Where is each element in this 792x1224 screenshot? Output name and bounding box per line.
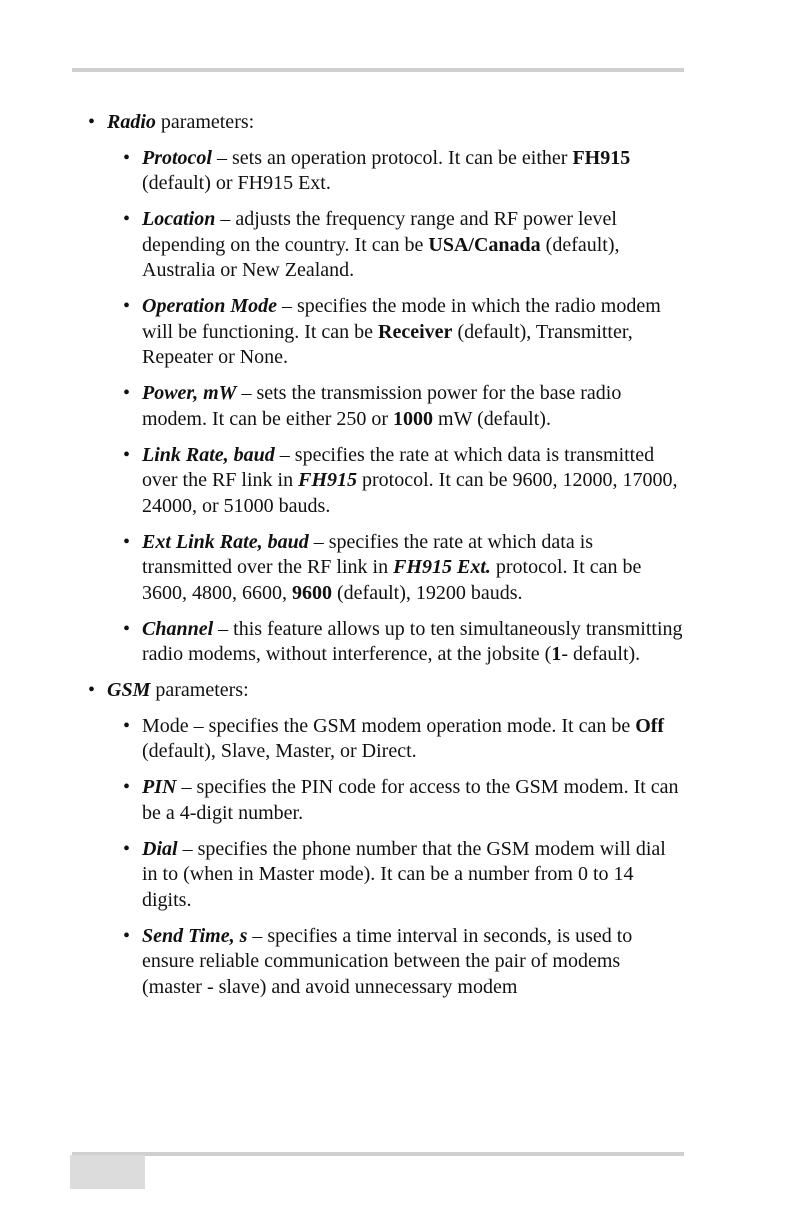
page-number-tab	[70, 1155, 145, 1189]
mode-item: • Mode – specifies the GSM modem operation mode. It can be Off (default), Slave, Master, or Direct.	[123, 714, 665, 762]
term: Location	[142, 208, 216, 230]
protocol-item: • Protocol – sets an operation protocol. It can be either FH915 (default) or FH915 Ext.	[123, 146, 631, 194]
bullet: •	[123, 382, 131, 404]
term: Send Time, s	[142, 924, 248, 947]
term: Channel	[142, 617, 214, 640]
term: GSM	[107, 679, 151, 701]
header-rule	[72, 68, 684, 72]
bullet: •	[123, 924, 131, 947]
bullet: •	[123, 714, 131, 737]
bullet: •	[123, 208, 131, 230]
term: Protocol	[142, 146, 212, 169]
term: PIN	[142, 776, 177, 798]
bullet: •	[123, 443, 131, 466]
link-rate-item: • Link Rate, baud – specifies the rate at which data is transmitted over the RF link in FH915 protocol. It can be 9600, 12000, 17000, 24000, or 51000 bauds.	[123, 443, 678, 517]
radio-parameters-heading: • Radio parameters:	[107, 110, 685, 136]
location-item: • Location – adjusts the frequency range and RF power level depending on the country. It can be USA/Canada (default), Australia or New Zealand.	[123, 208, 620, 281]
bullet: •	[123, 617, 131, 640]
bullet: •	[123, 837, 131, 860]
ext-link-rate-item: • Ext Link Rate, baud – specifies the rate at which data is transmitted over the RF link in FH915 Ext. protocol. It can be 3600, 4800, 6600, 9600 (default), 19200 bauds.	[123, 530, 642, 604]
pin-item: • PIN – specifies the PIN code for access to the GSM modem. It can be a 4-digit number.	[123, 776, 679, 824]
channel-item: • Channel – this feature allows up to ten simultaneously transmitting radio modems, without interference, at the jobsite (1- default).	[123, 617, 683, 665]
term: Radio	[107, 111, 156, 133]
term: Ext Link Rate, baud	[142, 530, 309, 553]
page-content	[0, 110, 792, 1011]
term: Dial	[142, 837, 178, 860]
bullet: •	[123, 146, 131, 169]
bullet: •	[123, 295, 131, 317]
bullet: •	[123, 776, 131, 798]
gsm-parameters-heading: • GSM parameters:	[107, 678, 685, 704]
bullet: •	[88, 111, 96, 133]
bullet: •	[123, 530, 131, 553]
bullet: •	[88, 679, 96, 701]
footer-rule	[72, 1152, 684, 1156]
term: Power, mW	[142, 382, 237, 404]
send-time-item: • Send Time, s – specifies a time interval in seconds, is used to ensure reliable communication between the pair of modems (master - slave) and avoid unnecessary modem	[123, 924, 633, 998]
operation-mode-item: • Operation Mode – specifies the mode in which the radio modem will be functioning. It can be Receiver (default), Transmitter, Repeater or None.	[123, 295, 661, 368]
dial-item: • Dial – specifies the phone number that the GSM modem will dial in to (when in Master mode). It can be a number from 0 to 14 digits.	[123, 837, 666, 911]
term: Operation Mode	[142, 295, 277, 317]
term: Link Rate, baud	[142, 443, 275, 466]
power-item: • Power, mW – sets the transmission power for the base radio modem. It can be either 250 or 1000 mW (default).	[123, 382, 622, 430]
